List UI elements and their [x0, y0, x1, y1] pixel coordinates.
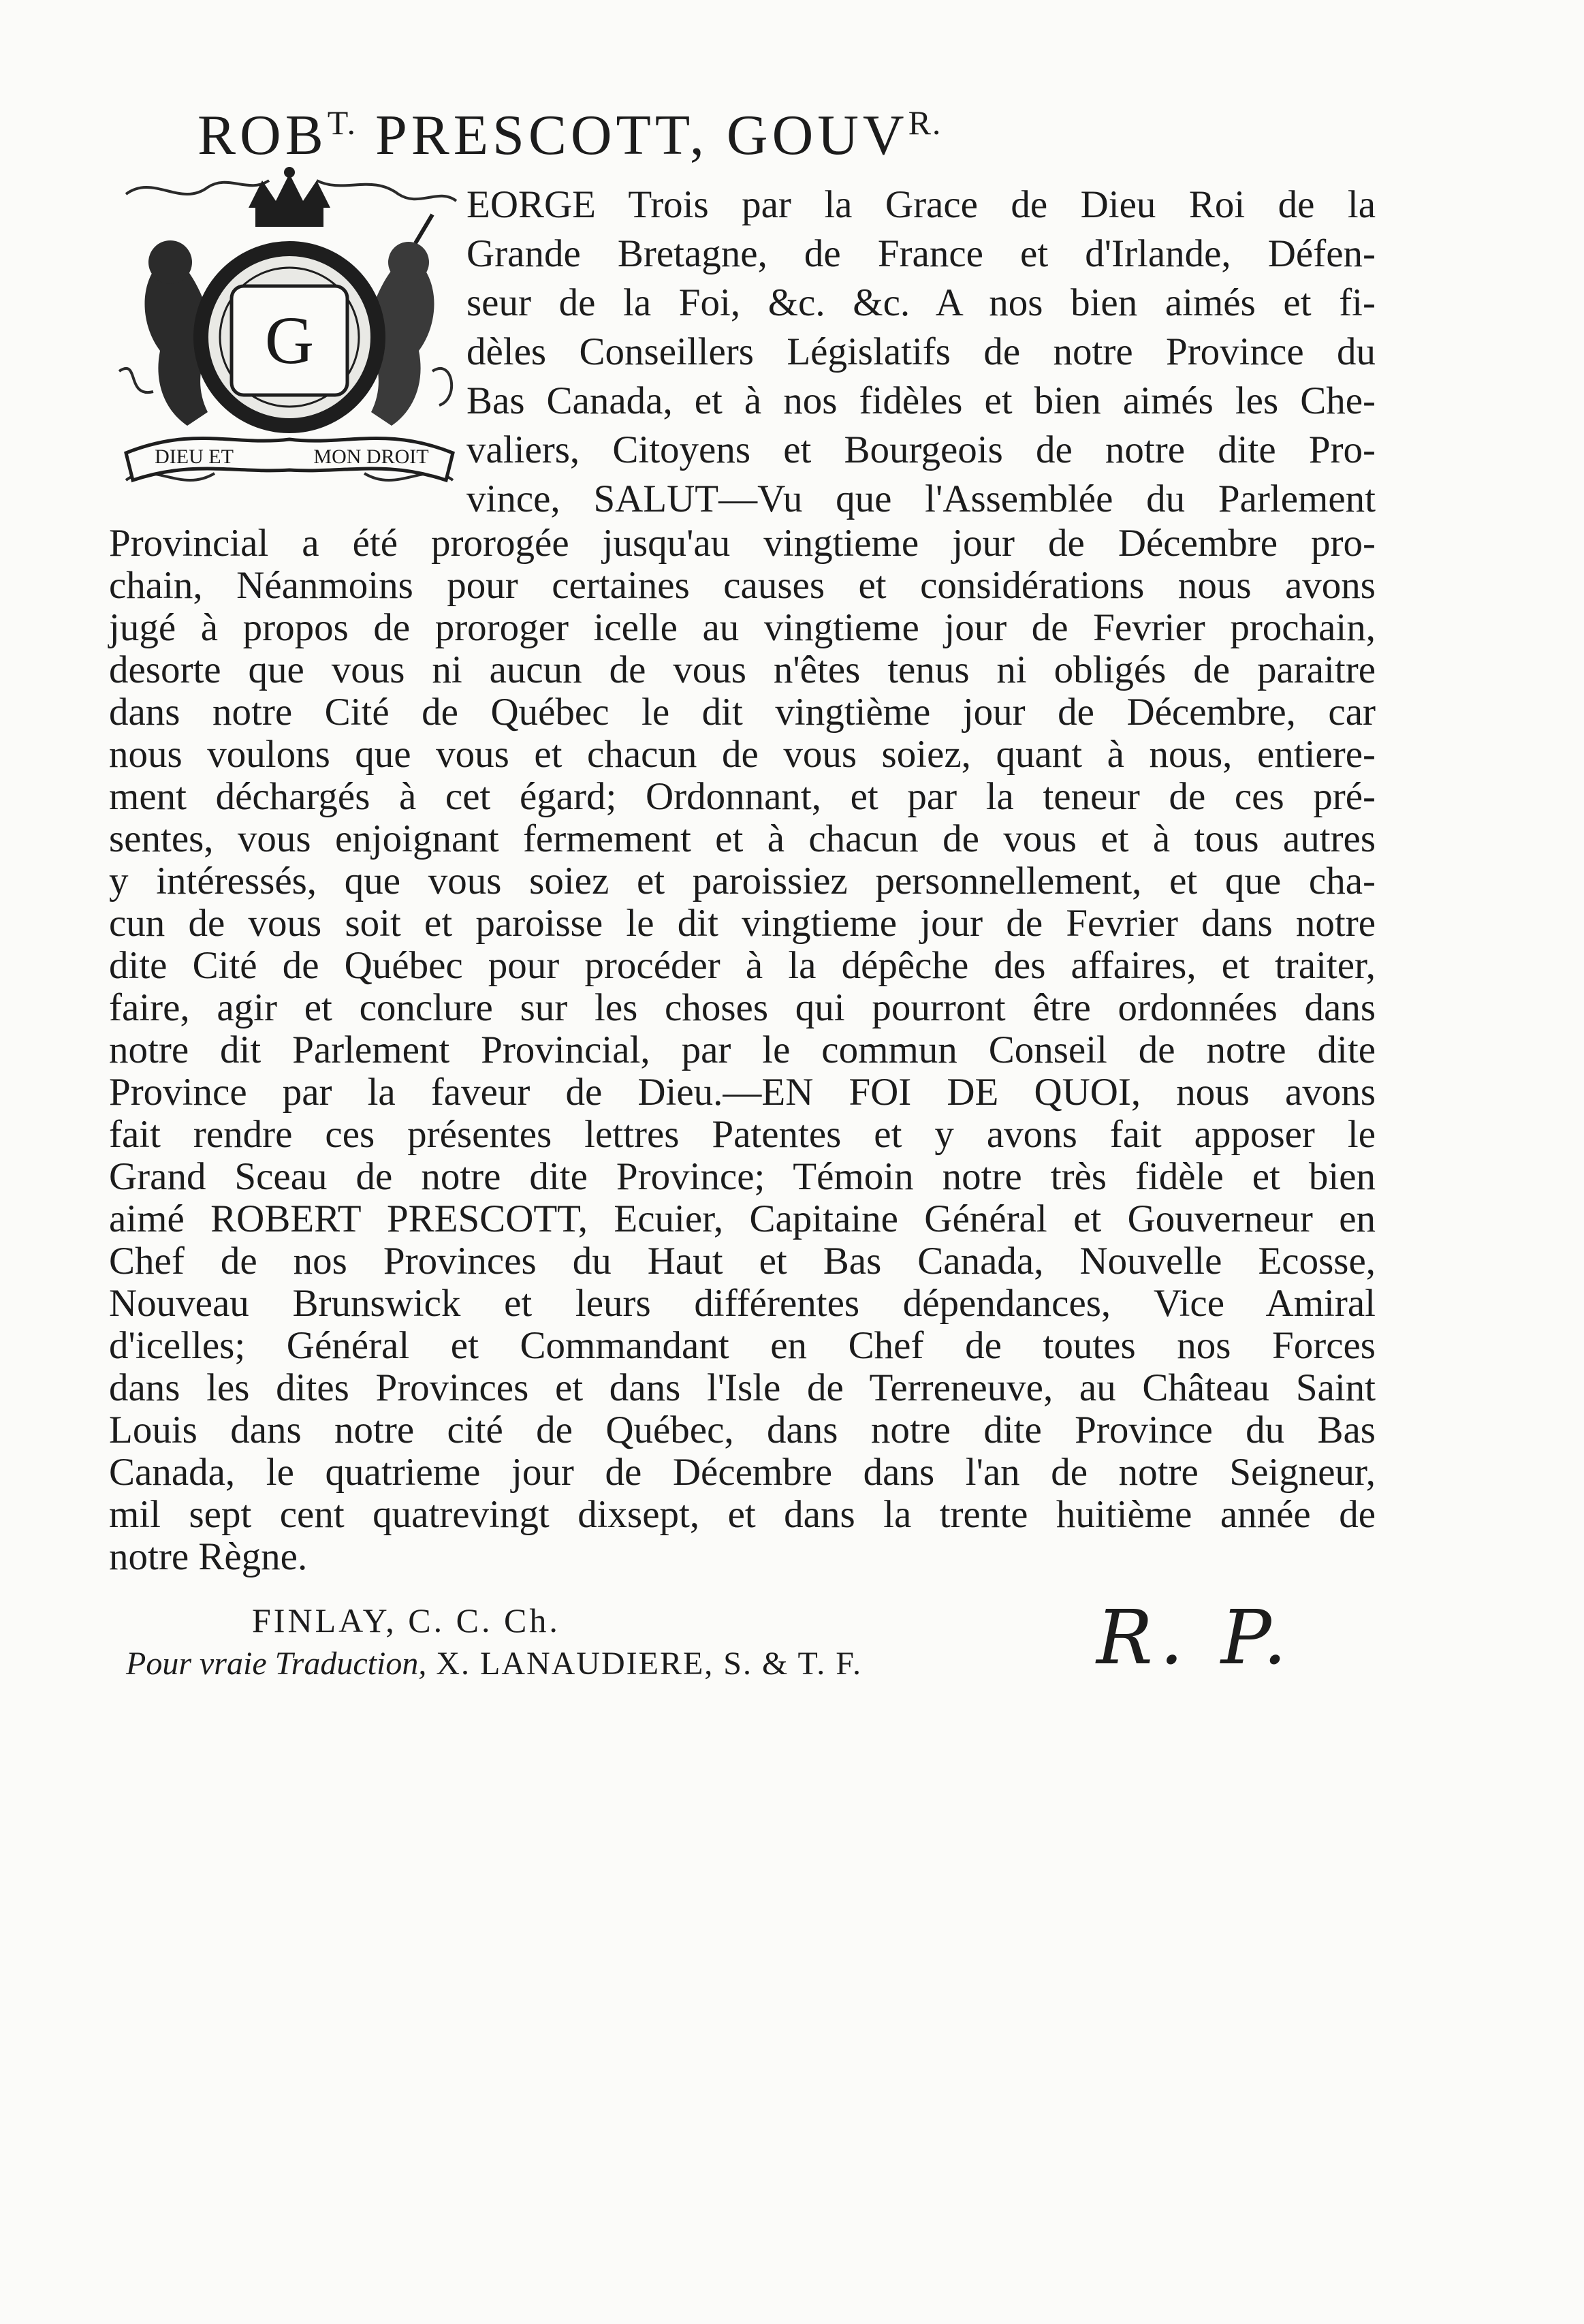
body-line: dans notre Cité de Québec le dit vingtième jour de Décembre, car: [109, 691, 1376, 734]
title-name: PRESCOTT, GOUV: [357, 104, 908, 167]
body-line: vince, SALUT—Vu que l'Assemblée du Parlement: [466, 477, 1376, 520]
body-line: cun de vous soit et paroisse le dit vingtieme jour de Fevrier dans notre: [109, 902, 1376, 945]
body-line: chain, Néanmoins pour certaines causes et considérations nous avons: [109, 564, 1376, 607]
governor-initials: R. P.: [1096, 1594, 1294, 1681]
body-line: notre dit Parlement Provincial, par le commun Conseil de notre dite: [109, 1028, 1376, 1071]
body-line: Chef de nos Provinces du Haut et Bas Canada, Nouvelle Ecosse,: [109, 1240, 1376, 1283]
translation-label: Pour vraie Traduction,: [126, 1646, 427, 1682]
crest-motto-right: MON DROIT: [313, 445, 429, 468]
body-line: d'icelles; Général et Commandant en Chef de toutes nos Forces: [109, 1324, 1376, 1367]
translator-name: X. LANAUDIERE, S. & T. F.: [426, 1646, 863, 1682]
body-line: Nouveau Brunswick et leurs différentes dépendances, Vice Amiral: [109, 1282, 1376, 1325]
body-line: EORGE Trois par la Grace de Dieu Roi de la: [466, 183, 1376, 226]
clerk-signature: FINLAY, C. C. Ch.: [252, 1601, 560, 1639]
crest-motto-left: DIEU ET: [155, 445, 234, 468]
body-line: aimé ROBERT PRESCOTT, Ecuier, Capitaine Général et Gouverneur en: [109, 1197, 1376, 1240]
body-line: valiers, Citoyens et Bourgeois de notre dite Pro-: [466, 428, 1376, 471]
body-line: sentes, vous enjoignant fermement et à chacun de vous et à tous autres: [109, 817, 1376, 860]
title-rob: ROB: [197, 104, 328, 167]
body-line: Grande Bretagne, de France et d'Irlande, Défen-: [466, 232, 1376, 275]
body-line: Bas Canada, et à nos fidèles et bien aimés les Che-: [466, 379, 1376, 422]
body-line: notre Règne.: [109, 1535, 308, 1578]
title-sup-t: T.: [327, 104, 358, 142]
translation-credit: [126, 1645, 862, 1682]
body-line: Provincial a été prorogée jusqu'au vingtieme jour de Décembre pro-: [109, 522, 1376, 565]
body-line: faire, agir et conclure sur les choses qui pourront être ordonnées dans: [109, 986, 1376, 1029]
body-line: ment déchargés à cet égard; Ordonnant, et par la teneur de ces pré-: [109, 775, 1376, 818]
body-line: y intéressés, que vous soiez et paroissiez personnellement, et que cha-: [109, 860, 1376, 902]
body-line: Province par la faveur de Dieu.—EN FOI DE QUOI, nous avons: [109, 1071, 1376, 1114]
body-line: seur de la Foi, &c. &c. A nos bien aimés et fi-: [466, 281, 1376, 324]
body-line: Grand Sceau de notre dite Province; Témoin notre très fidèle et bien: [109, 1155, 1376, 1198]
body-line: Canada, le quatrieme jour de Décembre dans l'an de notre Seigneur,: [109, 1451, 1376, 1494]
body-line: Louis dans notre cité de Québec, dans notre dite Province du Bas: [109, 1409, 1376, 1451]
body-line: nous voulons que vous et chacun de vous soiez, quant à nous, entiere-: [109, 733, 1376, 776]
body-line: fait rendre ces présentes lettres Patentes et y avons fait apposer le: [109, 1113, 1376, 1156]
body-line: desorte que vous ni aucun de vous n'êtes tenus ni obligés de paraitre: [109, 648, 1376, 691]
body-line: dite Cité de Québec pour procéder à la dépêche des affaires, et traiter,: [109, 944, 1376, 987]
body-line: dans les dites Provinces et dans l'Isle de Terreneuve, au Château Saint: [109, 1366, 1376, 1409]
crest-letter: G: [264, 302, 315, 378]
title-sup-r: R.: [908, 104, 943, 142]
body-line: dèles Conseillers Législatifs de notre Province du: [466, 330, 1376, 373]
body-line: mil sept cent quatrevingt dixsept, et dans la trente huitième année de: [109, 1493, 1376, 1536]
body-line: jugé à propos de proroger icelle au vingtieme jour de Fevrier prochain,: [109, 606, 1376, 649]
